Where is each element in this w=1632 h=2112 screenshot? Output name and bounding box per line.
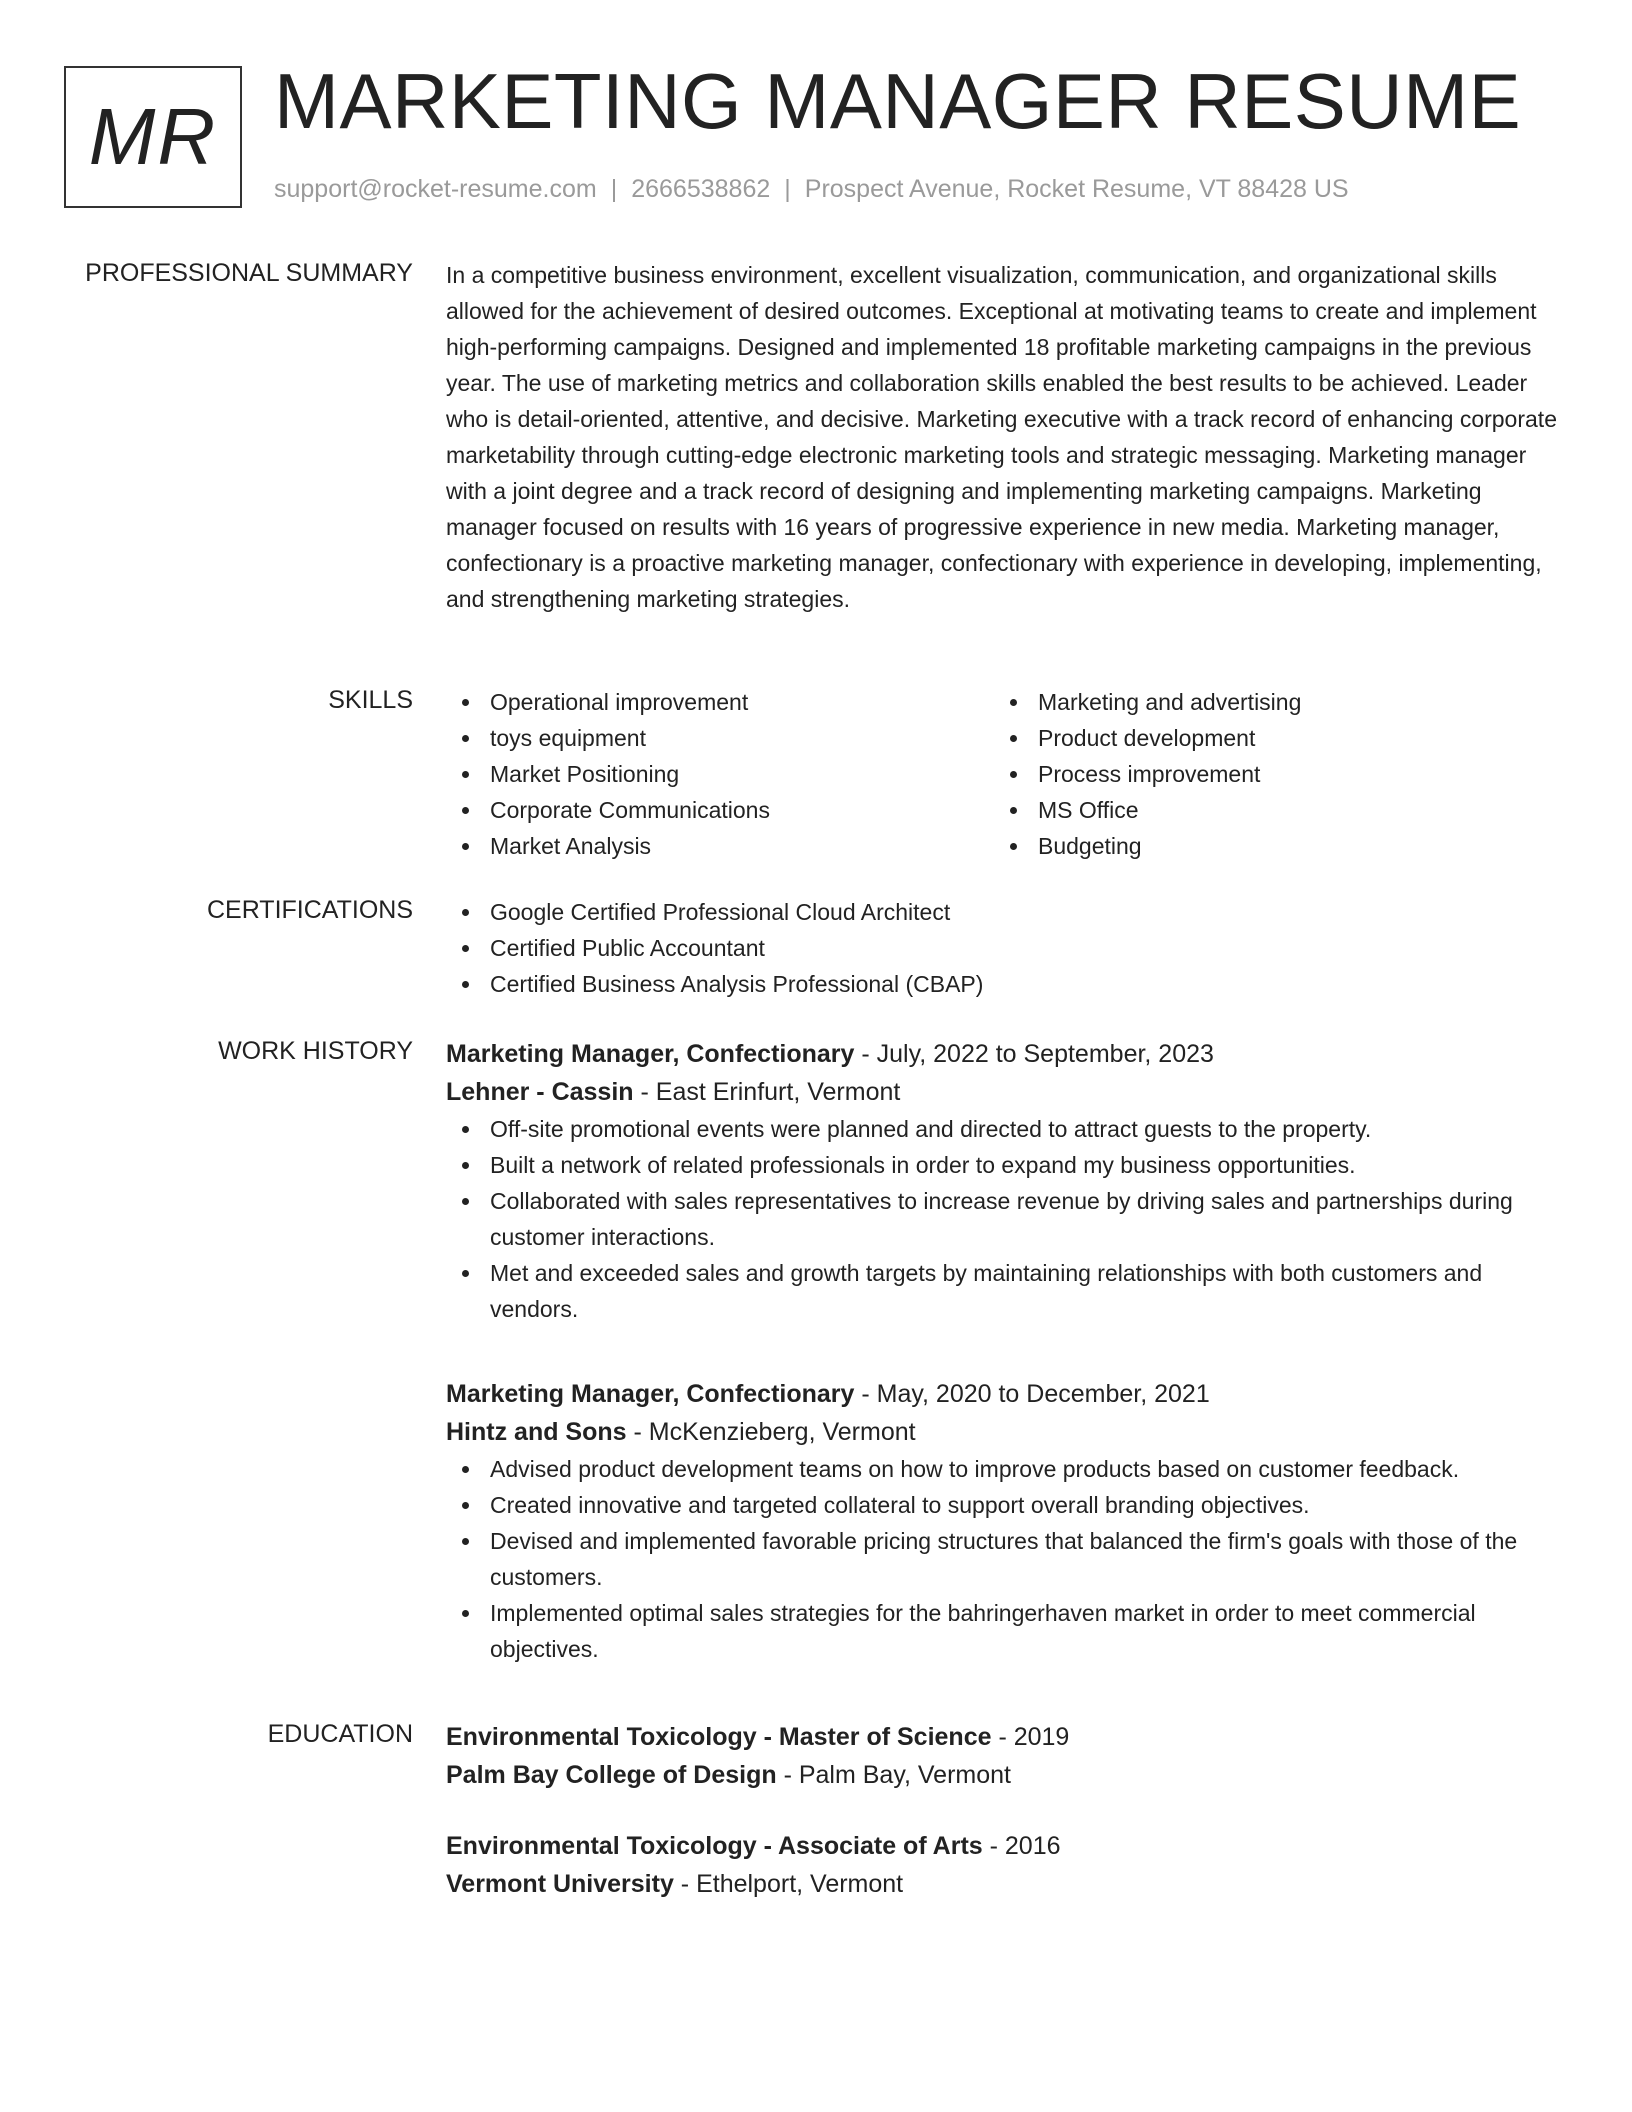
certification-item: Certified Business Analysis Professional (CBAP) xyxy=(446,966,1562,1002)
skill-item: Marketing and advertising xyxy=(994,684,1542,720)
education-body xyxy=(446,1718,1562,1898)
skill-item: MS Office xyxy=(994,792,1542,828)
education-school-line xyxy=(446,1756,1562,1794)
job-org-line xyxy=(446,1073,1562,1111)
job-entry xyxy=(446,1375,1562,1667)
skill-item: Product development xyxy=(994,720,1542,756)
job-bullet: Created innovative and targeted collateral to support overall branding objectives. xyxy=(446,1487,1562,1523)
summary-label: PROFESSIONAL SUMMARY xyxy=(85,259,413,287)
skill-item: Market Analysis xyxy=(446,828,994,864)
job-bullet: Devised and implemented favorable pricing structures that balanced the firm's goals with those of the customers. xyxy=(446,1523,1562,1595)
skills-list-right xyxy=(994,684,1542,864)
job-bullet: Implemented optimal sales strategies for the bahringerhaven market in order to meet commercial objectives. xyxy=(446,1595,1562,1667)
job-bullets xyxy=(446,1111,1562,1327)
education-school: Vermont University xyxy=(446,1870,674,1898)
monogram-box xyxy=(64,66,242,208)
certification-item: Google Certified Professional Cloud Architect xyxy=(446,894,1562,930)
job-dates: - May, 2020 to December, 2021 xyxy=(854,1380,1210,1408)
job-company: Lehner - Cassin xyxy=(446,1078,634,1106)
monogram-initials: MR xyxy=(88,92,218,181)
skill-item: toys equipment xyxy=(446,720,994,756)
education-school-line xyxy=(446,1865,1562,1903)
job-org-line xyxy=(446,1413,1562,1451)
contact-separator: | xyxy=(610,175,618,203)
job-location: - McKenzieberg, Vermont xyxy=(626,1418,916,1446)
skill-item: Process improvement xyxy=(994,756,1542,792)
skills-label: SKILLS xyxy=(328,686,413,714)
education-degree-line xyxy=(446,1827,1562,1865)
summary-text: In a competitive business environment, excellent visualization, communication, and organizational skills allowed for the achievement of desired outcomes. Exceptional at motivating teams to create and implement high-performing campaigns. Designed and implemented 18 profitable marketing campaigns in the previous year. The use of marketing metrics and collaboration skills enabled the best results to be achieved. Leader who is detail-oriented, attentive, and decisive. Marketing executive with a track record of enhancing corporate marketability through cutting-edge electronic marketing tools and strategic messaging. Marketing manager with a joint degree and a track record of designing and implementing marketing campaigns. Marketing manager focused on results with 16 years of progressive experience in new media. Marketing manager, confectionary is a proactive marketing manager, confectionary with experience in developing, implementing, and strengthening marketing strategies. xyxy=(446,262,1557,612)
job-bullet: Met and exceeded sales and growth targets by maintaining relationships with both customers and vendors. xyxy=(446,1255,1562,1327)
education-year: - 2019 xyxy=(991,1723,1070,1751)
education-location: - Palm Bay, Vermont xyxy=(776,1761,1011,1789)
job-entry xyxy=(446,1035,1562,1327)
contact-email: support@rocket-resume.com xyxy=(274,175,597,203)
contact-address: Prospect Avenue, Rocket Resume, VT 88428 US xyxy=(804,175,1349,203)
contact-separator: | xyxy=(784,175,791,203)
education-degree: Environmental Toxicology - Master of Science xyxy=(446,1723,992,1751)
job-bullet: Built a network of related professionals in order to expand my business opportunities. xyxy=(446,1147,1562,1183)
work-label: WORK HISTORY xyxy=(218,1037,413,1065)
education-degree: Environmental Toxicology - Associate of Arts xyxy=(446,1832,983,1860)
job-bullet: Collaborated with sales representatives to increase revenue by driving sales and partnerships during customer interactions. xyxy=(446,1183,1562,1255)
skill-item: Corporate Communications xyxy=(446,792,994,828)
job-bullet: Off-site promotional events were planned and directed to attract guests to the property. xyxy=(446,1111,1562,1147)
education-year: - 2016 xyxy=(982,1832,1061,1860)
education-entry xyxy=(446,1827,1562,1903)
resume-title: MARKETING MANAGER RESUME xyxy=(274,57,1522,145)
certifications-label: CERTIFICATIONS xyxy=(206,896,413,924)
certifications-body xyxy=(446,894,1562,1002)
job-bullet: Advised product development teams on how to improve products based on customer feedback. xyxy=(446,1451,1562,1487)
job-location: - East Erinfurt, Vermont xyxy=(633,1078,901,1106)
contact-line xyxy=(274,175,1349,204)
contact-phone: 2666538862 xyxy=(631,175,771,203)
work-body xyxy=(446,1035,1562,1662)
certification-item: Certified Public Accountant xyxy=(446,930,1562,966)
job-bullets xyxy=(446,1451,1562,1667)
education-location: - Ethelport, Vermont xyxy=(673,1870,904,1898)
education-school: Palm Bay College of Design xyxy=(446,1761,777,1789)
job-title-line xyxy=(446,1035,1562,1073)
skills-body xyxy=(446,684,1562,864)
job-dates: - July, 2022 to September, 2023 xyxy=(854,1040,1214,1068)
job-title: Marketing Manager, Confectionary xyxy=(446,1040,855,1068)
education-label: EDUCATION xyxy=(267,1720,413,1748)
skills-list-left xyxy=(446,684,994,864)
skill-item: Operational improvement xyxy=(446,684,994,720)
skill-item: Market Positioning xyxy=(446,756,994,792)
summary-body xyxy=(446,257,1562,617)
skill-item: Budgeting xyxy=(994,828,1542,864)
education-entry xyxy=(446,1718,1562,1794)
education-degree-line xyxy=(446,1718,1562,1756)
job-title: Marketing Manager, Confectionary xyxy=(446,1380,855,1408)
certifications-list xyxy=(446,894,1562,1002)
job-title-line xyxy=(446,1375,1562,1413)
job-company: Hintz and Sons xyxy=(446,1418,627,1446)
